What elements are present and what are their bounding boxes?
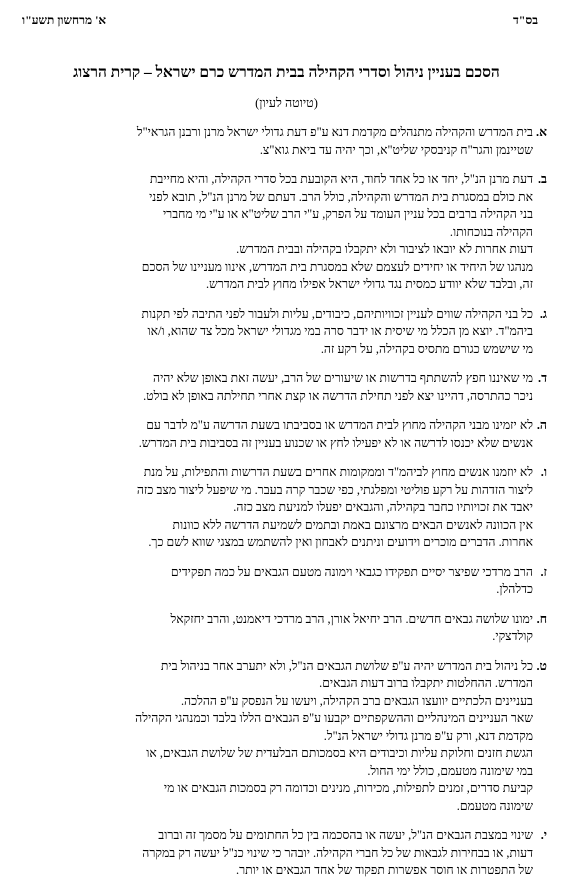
- clause-line: לא יוזמנו אנשים מחוץ לביהמ"ד וממקומות אחרים בשעת הדרשות והתפילות, על מנת: [143, 465, 533, 479]
- clause-number: י.: [540, 828, 547, 842]
- clause-line: המדרש. ההחלטות יתקבלו ברוב דעות הגבאים.: [319, 676, 533, 690]
- clause-line: דעת מרנן הנ"ל, יחד או כל אחד לחוד, היא הקובעת בכל סדרי הקהילה, והיא מחייבת: [149, 172, 533, 186]
- clause-line: יאבד את זכויותיו כחבר בקהילה, והגבאים יפעלו למניעת מצב כזה.: [233, 500, 533, 514]
- clause-line: הגשת חזנים וחלוקת עליות וכיבודים היא בסמכותם הבלעדית של שלושת הגבאים, או: [146, 746, 533, 760]
- clause-item: [25, 417, 547, 452]
- clause-text: [25, 658, 533, 816]
- clause-line: בית המדרש והקהילה מתנהלים מקדמת דנא ע"פ דעת גדולי ישראל מרנן ורבנן הגראי"ל: [136, 125, 533, 139]
- document-title: הסכם בעניין ניהול וסדרי הקהילה בבית המדרש כרם ישראל – קרית הרצוג: [73, 64, 500, 81]
- clause-line: בעניינים הלכתיים יוועצו הגבאים ברב הקהילה, ויעשו על הנפסק ע"פ ההלכה.: [180, 693, 533, 708]
- clause-item: [25, 564, 547, 599]
- clause-number: ד.: [538, 371, 547, 385]
- clause-text: [25, 171, 533, 294]
- clause-line: של התפטרות או חוסר אפשרות תפקוד של אחד הגבאים או יותר.: [236, 863, 533, 877]
- clause-line: במי שימונה מטעמם, כולל ימי החול.: [367, 763, 533, 778]
- clause-line: לא יזמינו מבני הקהילה מחוץ לבית המדרש או בסביבתו בשעת הדרשה ע"מ לדבר עם: [146, 418, 533, 432]
- clause-text: [25, 306, 533, 359]
- clause-number: ב.: [537, 172, 547, 186]
- clause-line: בני הקהילה ברבים בכל עניין העומד על הפרק, ע"י הרב שליט"א או ע"י מי מחברי: [162, 207, 533, 221]
- clause-text: [25, 124, 533, 159]
- clause-text: [25, 464, 533, 552]
- clause-text: [25, 370, 533, 405]
- clause-text: [25, 827, 533, 880]
- clause-item: [25, 658, 547, 816]
- clause-number: ה.: [536, 418, 547, 432]
- clause-line: דעות, או בבחירות לגבאות של כל חברי הקהילה. יובהר כי שינוי כנ"ל יעשה רק במקרה: [142, 845, 533, 860]
- clause-line: הרב מרדכי שפיצר יסיים תפקידו כגבאי וימונה מטעם הגבאים על כמה תפקידים: [170, 564, 533, 579]
- clause-line: מי שישמש כגורם מתסיס בקהילה, על רקע זה.: [320, 341, 533, 356]
- clause-line: כל בני הקהילה שווים לעניין זכוויותיהם, כיבודים, עליות ולעבור לפני התיבה לפי תקנות: [141, 306, 533, 321]
- clause-line: אין הכוונה לאנשים הבאים מרצונם באמת ובתמים לשמיעת הדרשה ללא כוונות: [172, 517, 533, 532]
- clause-line: כדלהלן.: [496, 582, 533, 596]
- clause-line: קולדצקי.: [492, 629, 533, 643]
- clause-line: הקהילה בנוכחותו.: [449, 224, 533, 239]
- clause-line: ימונו שלושה גבאים חדשים. הרב יחיאל אורן, הרב מרדכי דיאמנט, והרב יחזקאל: [170, 611, 533, 626]
- clause-line: ביהמ"ד. יוצא מן הכלל מי שיסית או ידבר סרה במי מגדולי ישראל מכל צד שהוא, ו/או: [147, 324, 533, 338]
- clause-line: שטיינמן והגר"ח קניבסקי שליט"א, וכך יהיה עד ביאת גוא"צ.: [259, 142, 533, 157]
- clause-line: מקדמת דנא, ורק ע"פ מרנן גדולי ישראל הנ"ל.: [323, 728, 533, 743]
- clause-line: דעות אחרות לא יובאו לציבור ולא יתקבלו בקהילה ובבית המדרש.: [236, 242, 533, 256]
- clauses-list: [25, 124, 547, 892]
- clause-line: את כולם במסגרת בית המדרש והקהילה, כולל הרב. דעתם של מרנן הנ"ל, תובא לפני: [149, 189, 533, 204]
- clause-line: מי שאיננו חפץ להשתתף בדרשות או שיעורים של הרב, יעשה זאת באופן שלא יהיה: [153, 371, 533, 385]
- clause-item: [25, 464, 547, 552]
- clause-item: [25, 370, 547, 405]
- clause-item: [25, 124, 547, 159]
- clause-line: אנשים שלא יכנסו לדרשה או לא יפעילו לחץ או שכנוע בעניין זה בסביבות בית המדרש.: [138, 435, 533, 450]
- clause-line: כל ניהול בית המדרש יהיה ע"פ שלושת הגבאים הנ"ל, ולא יתערב אחר בניהול בית: [160, 658, 533, 673]
- clause-number: ז.: [540, 564, 547, 579]
- clause-line: זה, ובלבד שלא יוודע כמסית נגד גדולי ישראל אפילו מחוץ לבית המדרש.: [205, 277, 533, 291]
- clause-line: ליצור הזדהות על רקע פוליטי ומפלגתי, כפי שכבר קרה בעבר. מי שיפעל ליצור מצב כזה: [136, 482, 533, 497]
- clause-line: מנהגו של היחיד או יחידים לעצמם שלא במסגרת בית המדרש, אינוו מעניינו של הסכם: [141, 259, 533, 274]
- clause-line: אחרות. הדברים מוכרים וידועים וניתנים לאבחון ואין להשתמש במצגי שווא לשם כך.: [148, 535, 533, 549]
- clause-item: [25, 827, 547, 880]
- bsd-header: בס"ד: [512, 13, 538, 27]
- clause-line: קביעת סדרים, זמנים לתפילות, מכירות, מנינים וכדומה רק בסמכות הגבאים או מי: [163, 781, 533, 795]
- clause-number: ו.: [540, 465, 547, 479]
- clause-text: [25, 611, 533, 646]
- document-subtitle: (טיוטה לעיון): [255, 96, 318, 110]
- clause-text: [25, 417, 533, 452]
- clause-item: [25, 306, 547, 359]
- clause-line: ניכר כהתרסה, דהיינו יצא לפני תחילת הדרשה או קצת אחרי תחילתה באופן לא בולט.: [143, 388, 533, 403]
- clause-line: שינוי במצבת הגבאים הנ"ל, יעשה או בהסכמה בין כל החתומים על מסמך זה וברוב: [158, 828, 533, 842]
- clause-line: שימונה מטעמם.: [456, 798, 533, 813]
- clause-item: [25, 171, 547, 294]
- clause-line: שאר העניינים המינהליים וההשקפתיים יקבעו ע"פ הגבאים הללו בלבד וכמנהגי הקהילה: [135, 711, 533, 725]
- clause-number: ג.: [539, 306, 547, 321]
- clause-number: ח.: [536, 611, 547, 626]
- clause-number: א.: [536, 125, 547, 139]
- clause-text: [25, 564, 533, 599]
- clause-item: [25, 611, 547, 646]
- clause-number: ט.: [536, 658, 547, 673]
- date-header: א' מרחשון תשע"ו: [22, 13, 107, 27]
